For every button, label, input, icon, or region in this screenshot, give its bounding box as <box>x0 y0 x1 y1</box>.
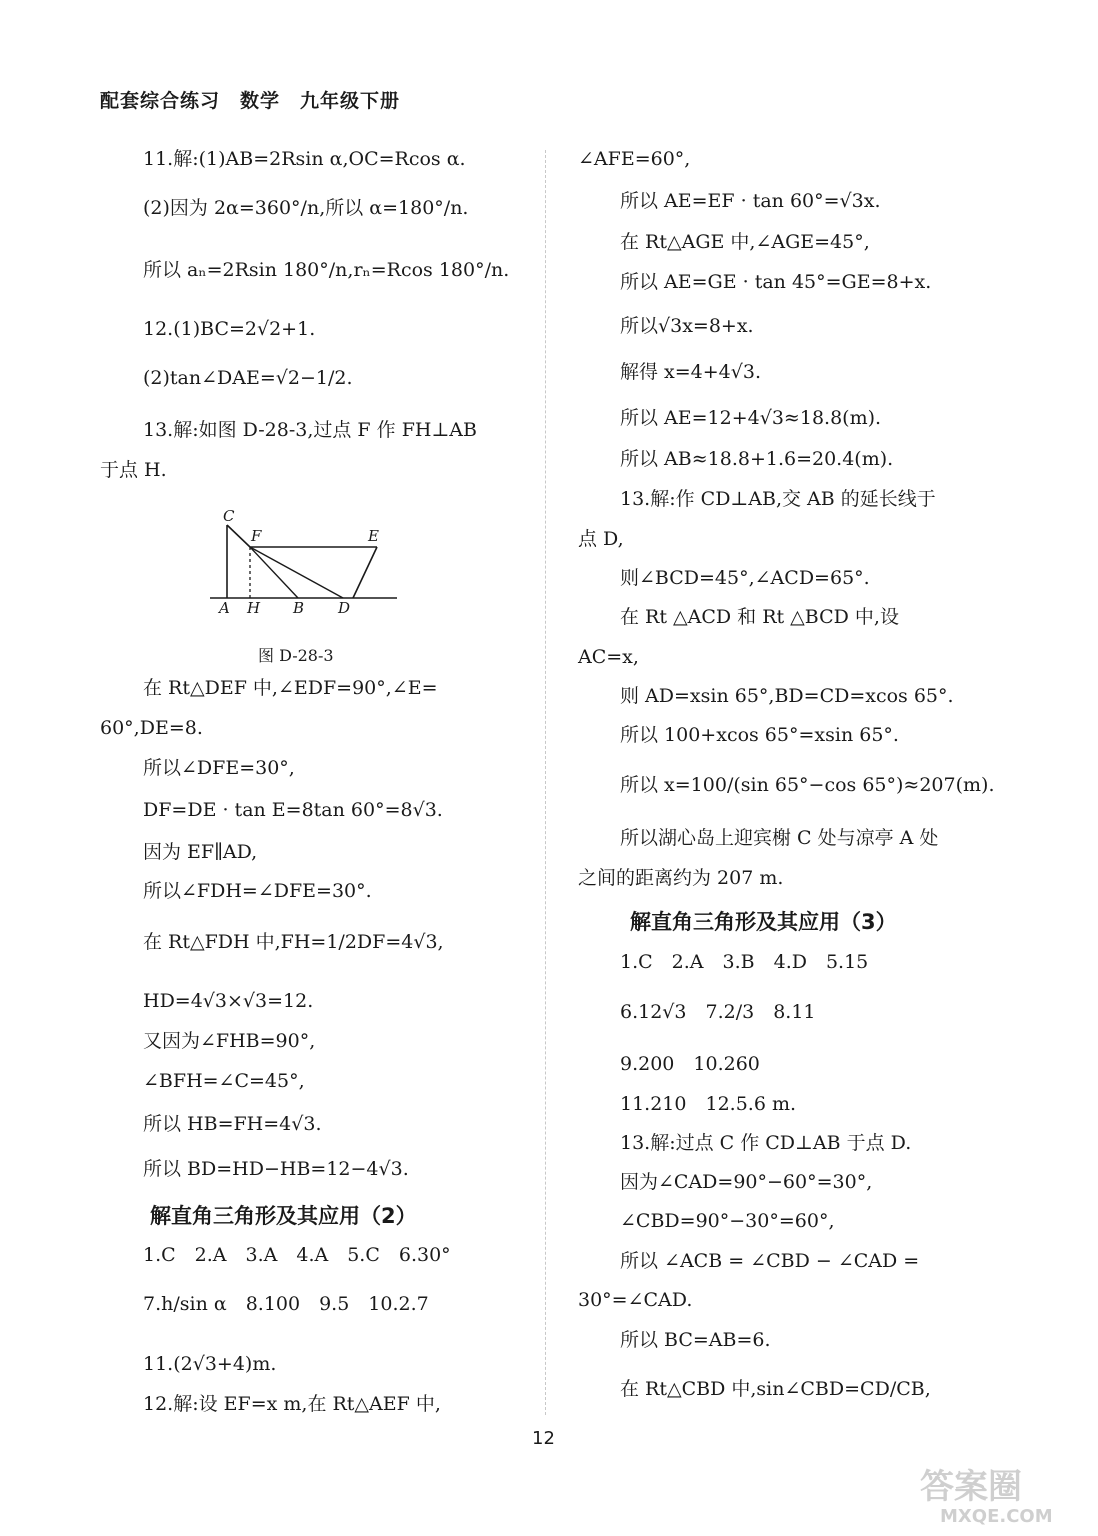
left-text-line: ∠BFH=∠C=45°, <box>143 1070 305 1092</box>
right-text-line: 在 Rt△AGE 中,∠AGE=45°, <box>620 231 870 253</box>
right-text-line: 在 Rt △ACD 和 Rt △BCD 中,设 <box>620 606 899 628</box>
right-text-line: 所以 x=100/(sin 65°−cos 65°)≈207(m). <box>620 774 995 796</box>
right-text-line: 13.解:作 CD⊥AB,交 AB 的延长线于 <box>620 488 936 510</box>
left-text-line: 12.解:设 EF=x m,在 Rt△AEF 中, <box>143 1393 441 1415</box>
right-text-line: 所以 BC=AB=6. <box>620 1329 771 1351</box>
left-text-line: DF=DE · tan E=8tan 60°=8√3. <box>143 799 443 821</box>
left-text-line: 7.h/sin α 8.100 9.5 10.2.7 <box>143 1293 429 1315</box>
right-text-line: 则∠BCD=45°,∠ACD=65°. <box>620 567 870 589</box>
page-number: 12 <box>532 1428 555 1449</box>
right-text-line: 所以 AE=EF · tan 60°=√3x. <box>620 190 881 212</box>
fig-label-e: E <box>368 527 379 545</box>
right-text-line: 则 AD=xsin 65°,BD=CD=xcos 65°. <box>620 685 954 707</box>
fig-label-h: H <box>247 599 261 617</box>
right-text-line: 所以 ∠ACB = ∠CBD − ∠CAD = <box>620 1250 920 1272</box>
left-text-line: 于点 H. <box>100 459 167 481</box>
figure-caption: 图 D-28-3 <box>258 646 334 665</box>
right-text-line: 在 Rt△CBD 中,sin∠CBD=CD/CB, <box>620 1378 931 1400</box>
right-text-line: ∠AFE=60°, <box>578 148 691 170</box>
right-text-line: 所以 AE=12+4√3≈18.8(m). <box>620 407 882 429</box>
right-text-line: 6.12√3 7.2/3 8.11 <box>620 1001 816 1023</box>
right-text-line: 因为∠CAD=90°−60°=30°, <box>620 1171 873 1193</box>
left-text-line: 所以∠DFE=30°, <box>143 757 295 779</box>
left-text-line: 12.(1)BC=2√2+1. <box>143 318 316 340</box>
left-section-heading: 解直角三角形及其应用（2） <box>150 1204 417 1228</box>
left-text-line: 在 Rt△FDH 中,FH=1/2DF=4√3, <box>143 931 444 953</box>
fig-label-c: C <box>223 507 235 525</box>
left-text-line: 1.C 2.A 3.A 4.A 5.C 6.30° <box>143 1244 451 1266</box>
running-header: 配套综合练习 数学 九年级下册 <box>100 90 401 112</box>
right-text-line: 点 D, <box>578 528 624 550</box>
right-text-line: AC=x, <box>578 646 639 668</box>
left-text-line: 所以 aₙ=2Rsin 180°/n,rₙ=Rcos 180°/n. <box>143 259 510 281</box>
left-text-line: 13.解:如图 D-28-3,过点 F 作 FH⊥AB <box>143 419 477 441</box>
left-text-line: 因为 EF∥AD, <box>143 841 258 863</box>
fig-label-b: B <box>293 599 305 617</box>
right-text-line: ∠CBD=90°−30°=60°, <box>620 1210 835 1232</box>
right-text-line: 30°=∠CAD. <box>578 1289 693 1311</box>
right-section-heading: 解直角三角形及其应用（3） <box>630 910 897 934</box>
watermark-sub: MXQE.COM <box>940 1506 1053 1527</box>
right-text-line: 所以√3x=8+x. <box>620 315 754 337</box>
fig-label-a: A <box>219 599 230 617</box>
left-text-line: (2)tan∠DAE=√2−1/2. <box>143 367 353 389</box>
right-text-line: 11.210 12.5.6 m. <box>620 1093 797 1115</box>
right-text-line: 所以 100+xcos 65°=xsin 65°. <box>620 724 899 746</box>
left-text-line: HD=4√3×√3=12. <box>143 990 314 1012</box>
right-text-line: 1.C 2.A 3.B 4.D 5.15 <box>620 951 869 973</box>
left-text-line: 所以∠FDH=∠DFE=30°. <box>143 880 372 902</box>
fig-label-d: D <box>338 599 351 617</box>
geometry-figure <box>205 505 405 620</box>
fig-label-f: F <box>251 527 262 545</box>
right-text-line: 解得 x=4+4√3. <box>620 361 762 383</box>
right-text-line: 9.200 10.260 <box>620 1053 760 1075</box>
right-text-line: 13.解:过点 C 作 CD⊥AB 于点 D. <box>620 1132 912 1154</box>
left-text-line: 11.(2√3+4)m. <box>143 1353 277 1375</box>
watermark-text: 答案圈 <box>920 1467 1022 1507</box>
right-text-line: 所以 AE=GE · tan 45°=GE=8+x. <box>620 271 932 293</box>
right-text-line: 所以 AB≈18.8+1.6=20.4(m). <box>620 448 894 470</box>
right-text-line: 之间的距离约为 207 m. <box>578 867 784 889</box>
left-text-line: 又因为∠FHB=90°, <box>143 1030 316 1052</box>
left-text-line: 60°,DE=8. <box>100 717 203 739</box>
left-text-line: 所以 BD=HD−HB=12−4√3. <box>143 1158 409 1180</box>
left-text-line: 在 Rt△DEF 中,∠EDF=90°,∠E= <box>143 677 438 699</box>
watermark-logo <box>910 1458 1090 1528</box>
right-text-line: 所以湖心岛上迎宾榭 C 处与凉亭 A 处 <box>620 827 939 849</box>
column-divider <box>545 150 546 1415</box>
left-text-line: (2)因为 2α=360°/n,所以 α=180°/n. <box>143 197 469 219</box>
left-text-line: 所以 HB=FH=4√3. <box>143 1113 322 1135</box>
left-text-line: 11.解:(1)AB=2Rsin α,OC=Rcos α. <box>143 148 466 170</box>
